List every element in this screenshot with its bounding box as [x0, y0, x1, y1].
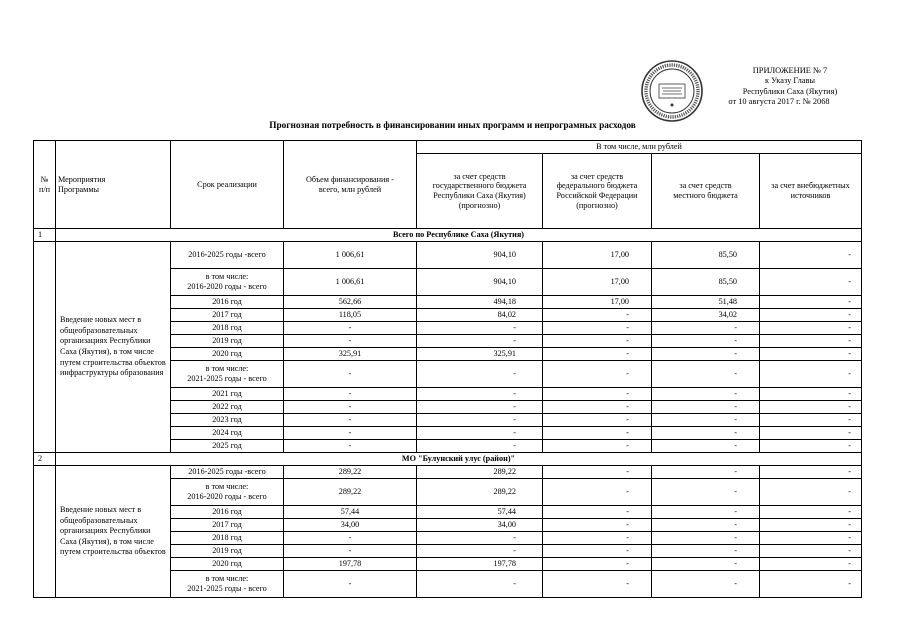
period-cell: 2018 год [171, 322, 284, 335]
local-budget-cell: - [652, 506, 760, 519]
appendix-line-1: ПРИЛОЖЕНИЕ № 7 [752, 66, 828, 75]
header-num-text: № п/п [38, 174, 51, 194]
section-title: МО "Булунский улус (район)" [56, 453, 862, 466]
header-offbudget-text: за счет внебюджетных источников [771, 181, 850, 200]
local-budget-cell: - [652, 427, 760, 440]
volume-cell: 34,00 [284, 519, 417, 532]
local-budget-cell: - [652, 571, 760, 598]
volume-cell: 1 006,61 [284, 269, 417, 296]
offbudget-cell: - [760, 466, 862, 479]
row-number-cell [34, 466, 56, 598]
local-budget-cell: 85,50 [652, 269, 760, 296]
federal-budget-cell: - [543, 479, 652, 506]
offbudget-cell: - [760, 479, 862, 506]
period-cell: 2019 год [171, 335, 284, 348]
federal-budget-cell: - [543, 414, 652, 427]
local-budget-cell: - [652, 388, 760, 401]
section-header-row [34, 229, 862, 242]
header-local-budget [652, 154, 760, 229]
local-budget-cell: - [652, 532, 760, 545]
offbudget-cell: - [760, 322, 862, 335]
volume-cell: - [284, 361, 417, 388]
offbudget-cell: - [760, 414, 862, 427]
financing-table [33, 140, 862, 598]
section-header-row [34, 453, 862, 466]
federal-budget-cell: - [543, 427, 652, 440]
federal-budget-cell: - [543, 506, 652, 519]
volume-cell: - [284, 401, 417, 414]
period-cell: 2016 год [171, 296, 284, 309]
offbudget-cell: - [760, 296, 862, 309]
local-budget-cell: - [652, 440, 760, 453]
federal-budget-cell: 17,00 [543, 296, 652, 309]
federal-budget-cell: 17,00 [543, 242, 652, 269]
federal-budget-cell: - [543, 519, 652, 532]
state-budget-cell: - [417, 427, 543, 440]
state-budget-cell: - [417, 335, 543, 348]
state-budget-cell: 197,78 [417, 558, 543, 571]
header-volume-text: Объем финансирования - всего, млн рублей [306, 174, 394, 194]
header-federal-budget [543, 154, 652, 229]
offbudget-cell: - [760, 388, 862, 401]
state-budget-cell: - [417, 388, 543, 401]
federal-budget-cell: - [543, 545, 652, 558]
volume-cell: 562,66 [284, 296, 417, 309]
period-cell: 2016-2025 годы -всего [171, 466, 284, 479]
state-budget-cell: 84,02 [417, 309, 543, 322]
header-including-text: В том числе, млн рублей [596, 142, 682, 152]
local-budget-cell: - [652, 335, 760, 348]
state-budget-cell: 289,22 [417, 466, 543, 479]
federal-budget-cell: - [543, 440, 652, 453]
volume-cell: 118,05 [284, 309, 417, 322]
header-num [34, 141, 56, 229]
period-cell: 2023 год [171, 414, 284, 427]
offbudget-cell: - [760, 545, 862, 558]
local-budget-cell: - [652, 401, 760, 414]
local-budget-cell: - [652, 414, 760, 427]
volume-cell: - [284, 427, 417, 440]
appendix-line-2: к Указу Главы [764, 76, 816, 86]
state-budget-cell: - [417, 545, 543, 558]
federal-budget-cell: - [543, 388, 652, 401]
state-budget-cell: 904,10 [417, 269, 543, 296]
volume-cell: - [284, 414, 417, 427]
appendix-header [690, 66, 890, 108]
period-cell: 2019 год [171, 545, 284, 558]
state-budget-cell: 34,00 [417, 519, 543, 532]
row-number-cell [34, 242, 56, 453]
offbudget-cell: - [760, 506, 862, 519]
header-local-budget-text: за счет средств местного бюджета [673, 181, 738, 200]
header-row-1 [34, 141, 862, 154]
offbudget-cell: - [760, 361, 862, 388]
period-cell: 2016-2025 годы -всего [171, 242, 284, 269]
table-body [34, 141, 862, 598]
volume-cell: - [284, 335, 417, 348]
local-budget-cell: - [652, 558, 760, 571]
period-cell: в том числе: 2016-2020 годы - всего [171, 269, 284, 296]
federal-budget-cell: - [543, 322, 652, 335]
header-state-budget [417, 154, 543, 229]
offbudget-cell: - [760, 532, 862, 545]
state-budget-cell: - [417, 414, 543, 427]
period-cell: 2025 год [171, 440, 284, 453]
volume-cell: - [284, 571, 417, 598]
period-cell: 2022 год [171, 401, 284, 414]
offbudget-cell: - [760, 335, 862, 348]
header-measure [56, 141, 171, 229]
federal-budget-cell: 17,00 [543, 269, 652, 296]
official-seal-icon [640, 59, 704, 123]
volume-cell: - [284, 545, 417, 558]
state-budget-cell: 904,10 [417, 242, 543, 269]
offbudget-cell: - [760, 309, 862, 322]
period-cell: 2016 год [171, 506, 284, 519]
table-row [34, 466, 862, 479]
volume-cell: 289,22 [284, 479, 417, 506]
local-budget-cell: - [652, 479, 760, 506]
section-number: 2 [34, 453, 56, 466]
header-including [417, 141, 862, 154]
volume-cell: - [284, 388, 417, 401]
period-cell: в том числе: 2016-2020 годы - всего [171, 479, 284, 506]
local-budget-cell: - [652, 466, 760, 479]
period-cell: 2017 год [171, 519, 284, 532]
measure-name: Введение новых мест в общеобразовательных организациях Республики Саха (Якутия), в том числе путем строительства объектов инфраструктуры образования [56, 242, 171, 453]
period-cell: в том числе: 2021-2025 годы - всего [171, 361, 284, 388]
volume-cell: - [284, 440, 417, 453]
offbudget-cell: - [760, 269, 862, 296]
local-budget-cell: - [652, 361, 760, 388]
offbudget-cell: - [760, 427, 862, 440]
appendix-line-3: Республики Саха (Якутия) [742, 86, 838, 96]
state-budget-cell: - [417, 322, 543, 335]
volume-cell: 325,91 [284, 348, 417, 361]
federal-budget-cell: - [543, 348, 652, 361]
volume-cell: 57,44 [284, 506, 417, 519]
federal-budget-cell: - [543, 558, 652, 571]
appendix-line-4: от 10 августа 2017 г. № 2068 [728, 97, 830, 107]
volume-cell: - [284, 322, 417, 335]
federal-budget-cell: - [543, 361, 652, 388]
volume-cell: - [284, 532, 417, 545]
local-budget-cell: - [652, 545, 760, 558]
period-cell: 2017 год [171, 309, 284, 322]
state-budget-cell: - [417, 440, 543, 453]
offbudget-cell: - [760, 440, 862, 453]
local-budget-cell: - [652, 322, 760, 335]
local-budget-cell: 34,02 [652, 309, 760, 322]
measure-name: Введение новых мест в общеобразовательных организациях Республики Саха (Якутия), в том числе путем строительства объектов [56, 466, 171, 598]
header-state-budget-text: за счет средств государственного бюджета Республики Саха (Якутия) (прогнозно) [432, 171, 527, 210]
state-budget-cell: 494,18 [417, 296, 543, 309]
state-budget-cell: 57,44 [417, 506, 543, 519]
federal-budget-cell: - [543, 401, 652, 414]
local-budget-cell: - [652, 519, 760, 532]
period-cell: 2020 год [171, 348, 284, 361]
federal-budget-cell: - [543, 532, 652, 545]
period-cell: в том числе: 2021-2025 годы - всего [171, 571, 284, 598]
section-title: Всего по Республике Саха (Якутия) [56, 229, 862, 242]
volume-cell: 289,22 [284, 466, 417, 479]
header-federal-budget-text: за счет средств федерального бюджета Российской Федерации (прогнозно) [556, 171, 638, 210]
document-title: Прогнозная потребность в финансировании иных программ и непрограмных расходов [269, 121, 636, 131]
offbudget-cell: - [760, 242, 862, 269]
offbudget-cell: - [760, 401, 862, 414]
header-period-text: Срок реализации [197, 179, 257, 189]
period-cell: 2021 год [171, 388, 284, 401]
section-number: 1 [34, 229, 56, 242]
table-row [34, 242, 862, 269]
state-budget-cell: 325,91 [417, 348, 543, 361]
header-offbudget [760, 154, 862, 229]
state-budget-cell: - [417, 571, 543, 598]
period-cell: 2020 год [171, 558, 284, 571]
period-cell: 2024 год [171, 427, 284, 440]
volume-cell: 1 006,61 [284, 242, 417, 269]
offbudget-cell: - [760, 571, 862, 598]
federal-budget-cell: - [543, 466, 652, 479]
header-period [171, 141, 284, 229]
header-volume [284, 141, 417, 229]
period-cell: 2018 год [171, 532, 284, 545]
volume-cell: 197,78 [284, 558, 417, 571]
state-budget-cell: - [417, 361, 543, 388]
federal-budget-cell: - [543, 571, 652, 598]
header-measure-text: Мероприятия Программы [58, 174, 106, 194]
offbudget-cell: - [760, 519, 862, 532]
local-budget-cell: 51,48 [652, 296, 760, 309]
state-budget-cell: - [417, 532, 543, 545]
federal-budget-cell: - [543, 309, 652, 322]
offbudget-cell: - [760, 558, 862, 571]
state-budget-cell: - [417, 401, 543, 414]
state-budget-cell: 289,22 [417, 479, 543, 506]
federal-budget-cell: - [543, 335, 652, 348]
local-budget-cell: - [652, 348, 760, 361]
local-budget-cell: 85,50 [652, 242, 760, 269]
offbudget-cell: - [760, 348, 862, 361]
